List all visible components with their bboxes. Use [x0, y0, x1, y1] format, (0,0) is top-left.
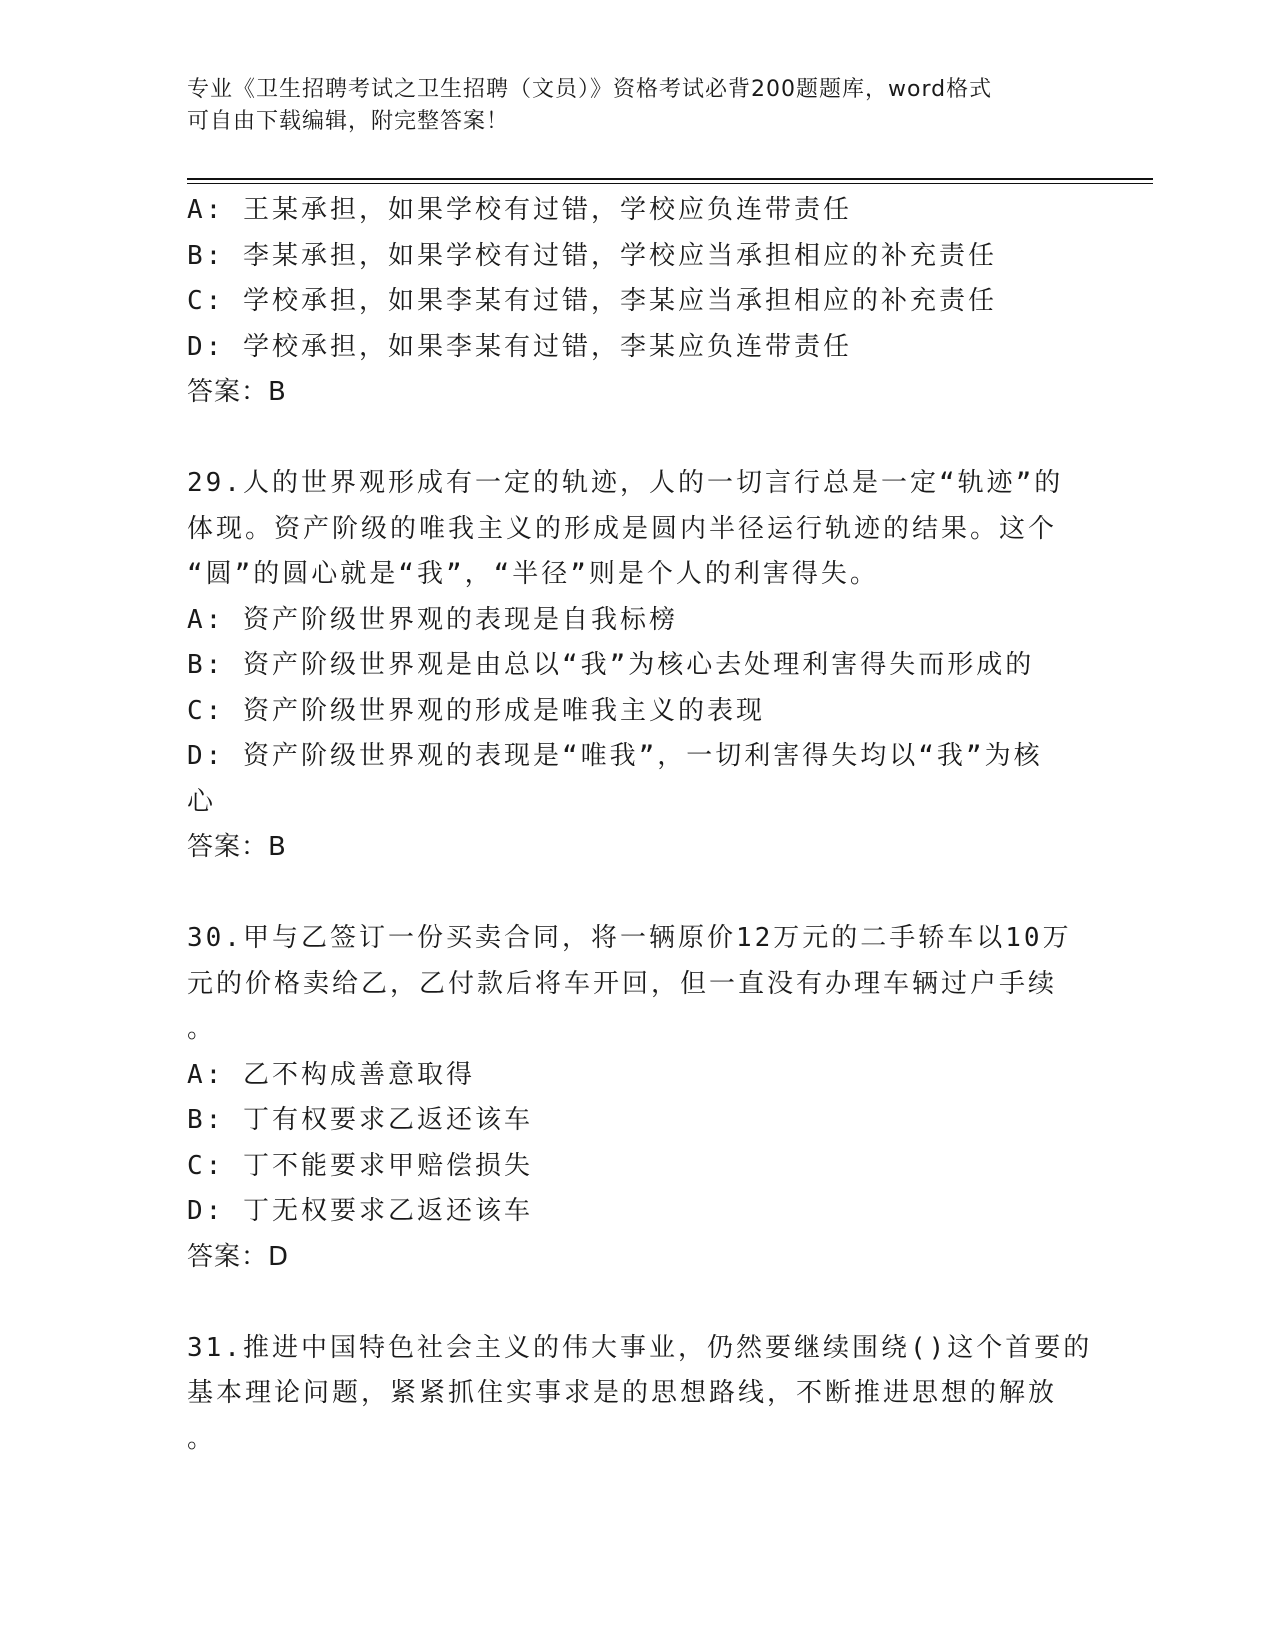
option-b: B: 丁有权要求乙返还该车 — [187, 1105, 533, 1135]
question-block — [187, 188, 1087, 416]
question-text-line: 元的价格卖给乙，乙付款后将车开回，但一直没有办理车辆过户手续 — [187, 968, 1058, 999]
spacer — [187, 871, 1087, 917]
question-text-line: 30.甲与乙签订一份买卖合同，将一辆原价12万元的二手轿车以10万 — [187, 923, 1072, 953]
question-text-line: 31.推进中国特色社会主义的伟大事业，仍然要继续围绕()这个首要的 — [187, 1332, 1093, 1363]
option-d: D: 学校承担，如果李某有过错，李某应负连带责任 — [187, 331, 852, 362]
question-list — [187, 188, 1093, 1462]
option-c: C: 丁不能要求甲赔偿损失 — [187, 1150, 533, 1181]
option-d-continued: 心 — [187, 786, 217, 817]
question-text-line: 基本理论问题，紧紧抓住实事求是的思想路线，不断推进思想的解放 — [187, 1378, 1058, 1408]
question-block — [187, 461, 1087, 871]
header-title-line-1: 专业《卫生招聘考试之卫生招聘（文员）》资格考试必背200题题库，word格式 — [187, 77, 993, 102]
question-text-line: 29.人的世界观形成有一定的轨迹，人的一切言行总是一定“轨迹”的 — [187, 468, 1064, 498]
question-text-line: “圆”的圆心就是“我”，“半径”则是个人的利害得失。 — [187, 559, 879, 589]
header-title-line-2: 可自由下载编辑，附完整答案！ — [187, 109, 510, 134]
question-text-line: 。 — [187, 1423, 217, 1454]
question-block — [187, 916, 1087, 1280]
question-block — [187, 1326, 1093, 1463]
option-d: D: 资产阶级世界观的表现是“唯我”，一切利害得失均以“我”为核 — [187, 741, 1043, 771]
option-a: A: 王某承担，如果学校有过错，学校应负连带责任 — [187, 195, 852, 225]
option-c: C: 学校承担，如果李某有过错，李某应当承担相应的补充责任 — [187, 286, 997, 316]
header-divider-thick — [187, 178, 1153, 180]
option-b: B: 资产阶级世界观是由总以“我”为核心去处理利害得失而形成的 — [187, 650, 1035, 680]
document-header — [187, 74, 1067, 138]
spacer — [187, 1280, 1087, 1326]
answer-line: 答案：D — [187, 1241, 290, 1272]
header-divider-thin — [187, 183, 1153, 184]
question-text-line: 。 — [187, 1014, 217, 1044]
option-d: D: 丁无权要求乙返还该车 — [187, 1196, 533, 1226]
option-b: B: 李某承担，如果学校有过错，学校应当承担相应的补充责任 — [187, 240, 997, 271]
question-text-line: 体现。资产阶级的唯我主义的形成是圆内半径运行轨迹的结果。这个 — [187, 513, 1058, 544]
answer-line: 答案：B — [187, 377, 287, 407]
option-c: C: 资产阶级世界观的形成是唯我主义的表现 — [187, 695, 765, 726]
option-a: A: 乙不构成善意取得 — [187, 1059, 475, 1090]
spacer — [187, 416, 1087, 462]
option-a: A: 资产阶级世界观的表现是自我标榜 — [187, 604, 678, 635]
answer-line: 答案：B — [187, 832, 287, 862]
